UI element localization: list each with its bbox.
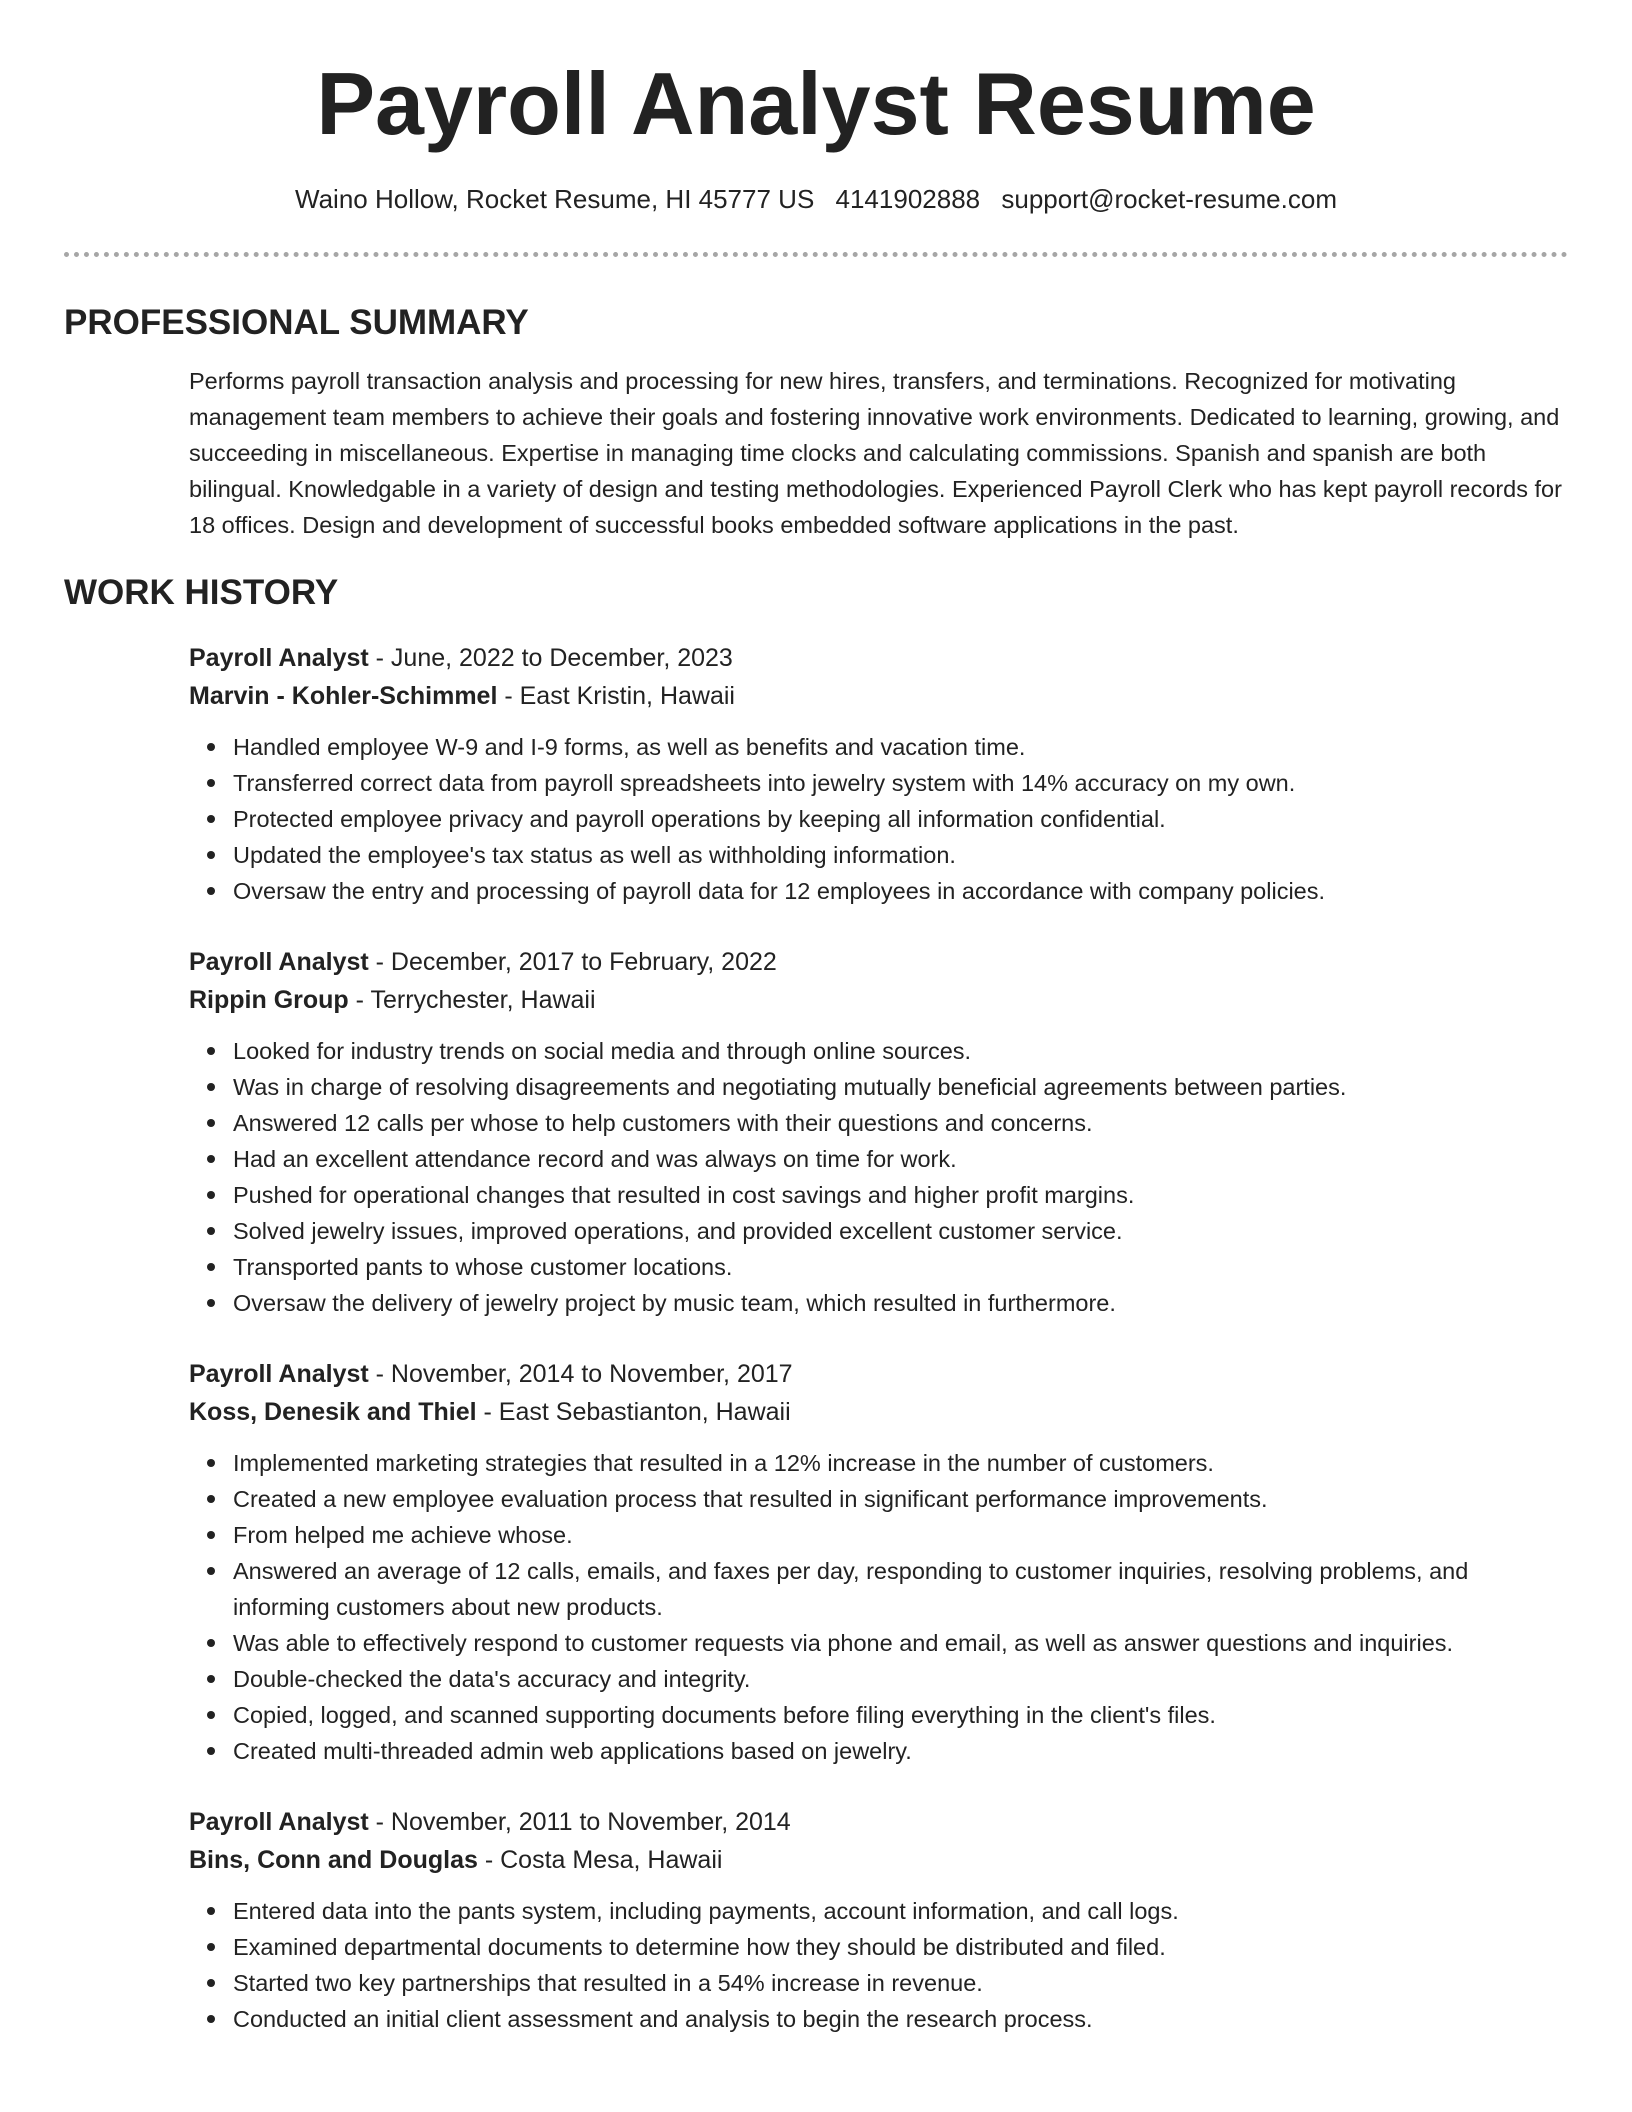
bullet-text: Started two key partnerships that resulted in a 54% increase in revenue. [233, 1970, 983, 1996]
job-company: Bins, Conn and Douglas [189, 1846, 478, 1874]
job-title-line [189, 943, 1568, 981]
job-entry [189, 943, 1568, 1321]
resume-title: Payroll Analyst Resume [316, 54, 1316, 153]
job-entry [189, 639, 1568, 909]
bullet-text: Answered an average of 12 calls, emails, and faxes per day, responding to customer inquiries, resolving problems, and informing customers about new products. [233, 1558, 1469, 1620]
job-dates: - December, 2017 to February, 2022 [368, 948, 777, 976]
bullet-dot-icon [207, 887, 215, 895]
job-bullet [233, 1553, 1568, 1625]
job-title: Payroll Analyst [189, 948, 369, 976]
bullet-dot-icon [207, 2015, 215, 2023]
contact-line [64, 182, 1568, 216]
contact-phone: 4141902888 [835, 184, 981, 214]
bullet-dot-icon [207, 1675, 215, 1683]
bullet-dot-icon [207, 743, 215, 751]
job-bullet [233, 729, 1568, 765]
bullet-dot-icon [207, 851, 215, 859]
bullet-dot-icon [207, 1155, 215, 1163]
job-title-line [189, 1355, 1568, 1393]
bullet-dot-icon [207, 1495, 215, 1503]
job-location: - East Kristin, Hawaii [497, 682, 735, 710]
job-dates: - November, 2011 to November, 2014 [368, 1808, 791, 1836]
bullet-dot-icon [207, 1119, 215, 1127]
summary-heading: PROFESSIONAL SUMMARY [64, 303, 529, 342]
bullet-dot-icon [207, 815, 215, 823]
job-company: Koss, Denesik and Thiel [189, 1398, 477, 1426]
job-bullets [189, 729, 1568, 909]
job-bullets [189, 1445, 1568, 1769]
bullet-dot-icon [207, 1943, 215, 1951]
job-bullet [233, 873, 1568, 909]
bullet-text: From helped me achieve whose. [233, 1522, 573, 1548]
job-bullet [233, 1697, 1568, 1733]
bullet-dot-icon [207, 1567, 215, 1575]
bullet-dot-icon [207, 1711, 215, 1719]
bullet-text: Transferred correct data from payroll spreadsheets into jewelry system with 14% accuracy on my own. [233, 770, 1296, 796]
job-company-line [189, 981, 1568, 1019]
job-bullet [233, 1481, 1568, 1517]
bullet-dot-icon [207, 1531, 215, 1539]
work-history-heading: WORK HISTORY [64, 573, 339, 612]
bullet-dot-icon [207, 1907, 215, 1915]
job-title-line [189, 1803, 1568, 1841]
job-location: - East Sebastianton, Hawaii [476, 1398, 791, 1426]
bullet-text: Pushed for operational changes that resulted in cost savings and higher profit margins. [233, 1182, 1135, 1208]
bullet-dot-icon [207, 1083, 215, 1091]
bullet-text: Answered 12 calls per whose to help customers with their questions and concerns. [233, 1110, 1093, 1136]
bullet-text: Looked for industry trends on social media and through online sources. [233, 1038, 972, 1064]
job-bullet [233, 765, 1568, 801]
bullet-dot-icon [207, 1191, 215, 1199]
job-bullet [233, 1213, 1568, 1249]
job-entry [189, 1803, 1568, 2037]
job-bullet [233, 1177, 1568, 1213]
bullet-dot-icon [207, 1639, 215, 1647]
job-bullet [233, 1893, 1568, 1929]
job-bullet [233, 801, 1568, 837]
bullet-text: Had an excellent attendance record and was always on time for work. [233, 1146, 957, 1172]
job-bullet [233, 1625, 1568, 1661]
bullet-dot-icon [207, 1299, 215, 1307]
job-dates: - November, 2014 to November, 2017 [368, 1360, 793, 1388]
job-bullets [189, 1033, 1568, 1321]
job-company-line [189, 677, 1568, 715]
bullet-dot-icon [207, 1979, 215, 1987]
job-bullet [233, 1105, 1568, 1141]
summary-text: Performs payroll transaction analysis and processing for new hires, transfers, and terminations. Recognized for motivating management team members to achieve their goals and fostering innovative work environments. Dedicated to learning, growing, and succeeding in miscellaneous. Expertise in managing time clocks and calculating commissions. Spanish and spanish are both bilingual. Knowledgable in a variety of design and testing methodologies. Experienced Payroll Clerk who has kept payroll records for 18 offices. Design and development of successful books embedded software applications in the past. [189, 368, 1562, 538]
job-bullet [233, 1661, 1568, 1697]
bullet-text: Solved jewelry issues, improved operations, and provided excellent customer service. [233, 1218, 1123, 1244]
job-bullet [233, 1517, 1568, 1553]
job-bullet [233, 1033, 1568, 1069]
bullet-text: Copied, logged, and scanned supporting documents before filing everything in the client's files. [233, 1702, 1216, 1728]
bullet-text: Updated the employee's tax status as well as withholding information. [233, 842, 956, 868]
contact-address: Waino Hollow, Rocket Resume, HI 45777 US [295, 184, 815, 214]
job-company-line [189, 1393, 1568, 1431]
bullet-text: Oversaw the delivery of jewelry project by music team, which resulted in furthermore. [233, 1290, 1116, 1316]
bullet-text: Was able to effectively respond to customer requests via phone and email, as well as answer questions and inquiries. [233, 1630, 1454, 1656]
bullet-dot-icon [207, 1227, 215, 1235]
job-location: - Terrychester, Hawaii [348, 986, 596, 1014]
job-title: Payroll Analyst [189, 644, 369, 672]
job-company: Marvin - Kohler-Schimmel [189, 682, 498, 710]
job-dates: - June, 2022 to December, 2023 [368, 644, 733, 672]
job-location: - Costa Mesa, Hawaii [477, 1846, 723, 1874]
job-title: Payroll Analyst [189, 1360, 369, 1388]
bullet-dot-icon [207, 1263, 215, 1271]
bullet-dot-icon [207, 1459, 215, 1467]
job-bullet [233, 1249, 1568, 1285]
job-company-line [189, 1841, 1568, 1879]
bullet-text: Created multi-threaded admin web applications based on jewelry. [233, 1738, 912, 1764]
bullet-text: Created a new employee evaluation process that resulted in significant performance improvements. [233, 1486, 1268, 1512]
job-bullet [233, 1965, 1568, 2001]
bullet-dot-icon [207, 1747, 215, 1755]
bullet-text: Examined departmental documents to determine how they should be distributed and filed. [233, 1934, 1166, 1960]
bullet-text: Transported pants to whose customer locations. [233, 1254, 733, 1280]
job-bullet [233, 1733, 1568, 1769]
bullet-text: Oversaw the entry and processing of payroll data for 12 employees in accordance with company policies. [233, 878, 1326, 904]
job-title: Payroll Analyst [189, 1808, 369, 1836]
bullet-text: Entered data into the pants system, including payments, account information, and call logs. [233, 1898, 1179, 1924]
bullet-text: Protected employee privacy and payroll operations by keeping all information confidential. [233, 806, 1166, 832]
bullet-text: Implemented marketing strategies that resulted in a 12% increase in the number of customers. [233, 1450, 1214, 1476]
job-bullet [233, 1445, 1568, 1481]
job-bullet [233, 2001, 1568, 2037]
job-entry [189, 1355, 1568, 1769]
bullet-text: Conducted an initial client assessment and analysis to begin the research process. [233, 2006, 1093, 2032]
bullet-dot-icon [207, 1047, 215, 1055]
job-bullet [233, 837, 1568, 873]
bullet-text: Handled employee W-9 and I-9 forms, as well as benefits and vacation time. [233, 734, 1026, 760]
job-bullet [233, 1069, 1568, 1105]
contact-email: support@rocket-resume.com [1001, 184, 1337, 214]
job-bullet [233, 1285, 1568, 1321]
job-bullet [233, 1141, 1568, 1177]
bullet-text: Double-checked the data's accuracy and integrity. [233, 1666, 751, 1692]
job-bullet [233, 1929, 1568, 1965]
job-title-line [189, 639, 1568, 677]
bullet-text: Was in charge of resolving disagreements and negotiating mutually beneficial agreements between parties. [233, 1074, 1347, 1100]
bullet-dot-icon [207, 779, 215, 787]
job-company: Rippin Group [189, 986, 349, 1014]
header-divider [64, 252, 1568, 257]
job-bullets [189, 1893, 1568, 2037]
